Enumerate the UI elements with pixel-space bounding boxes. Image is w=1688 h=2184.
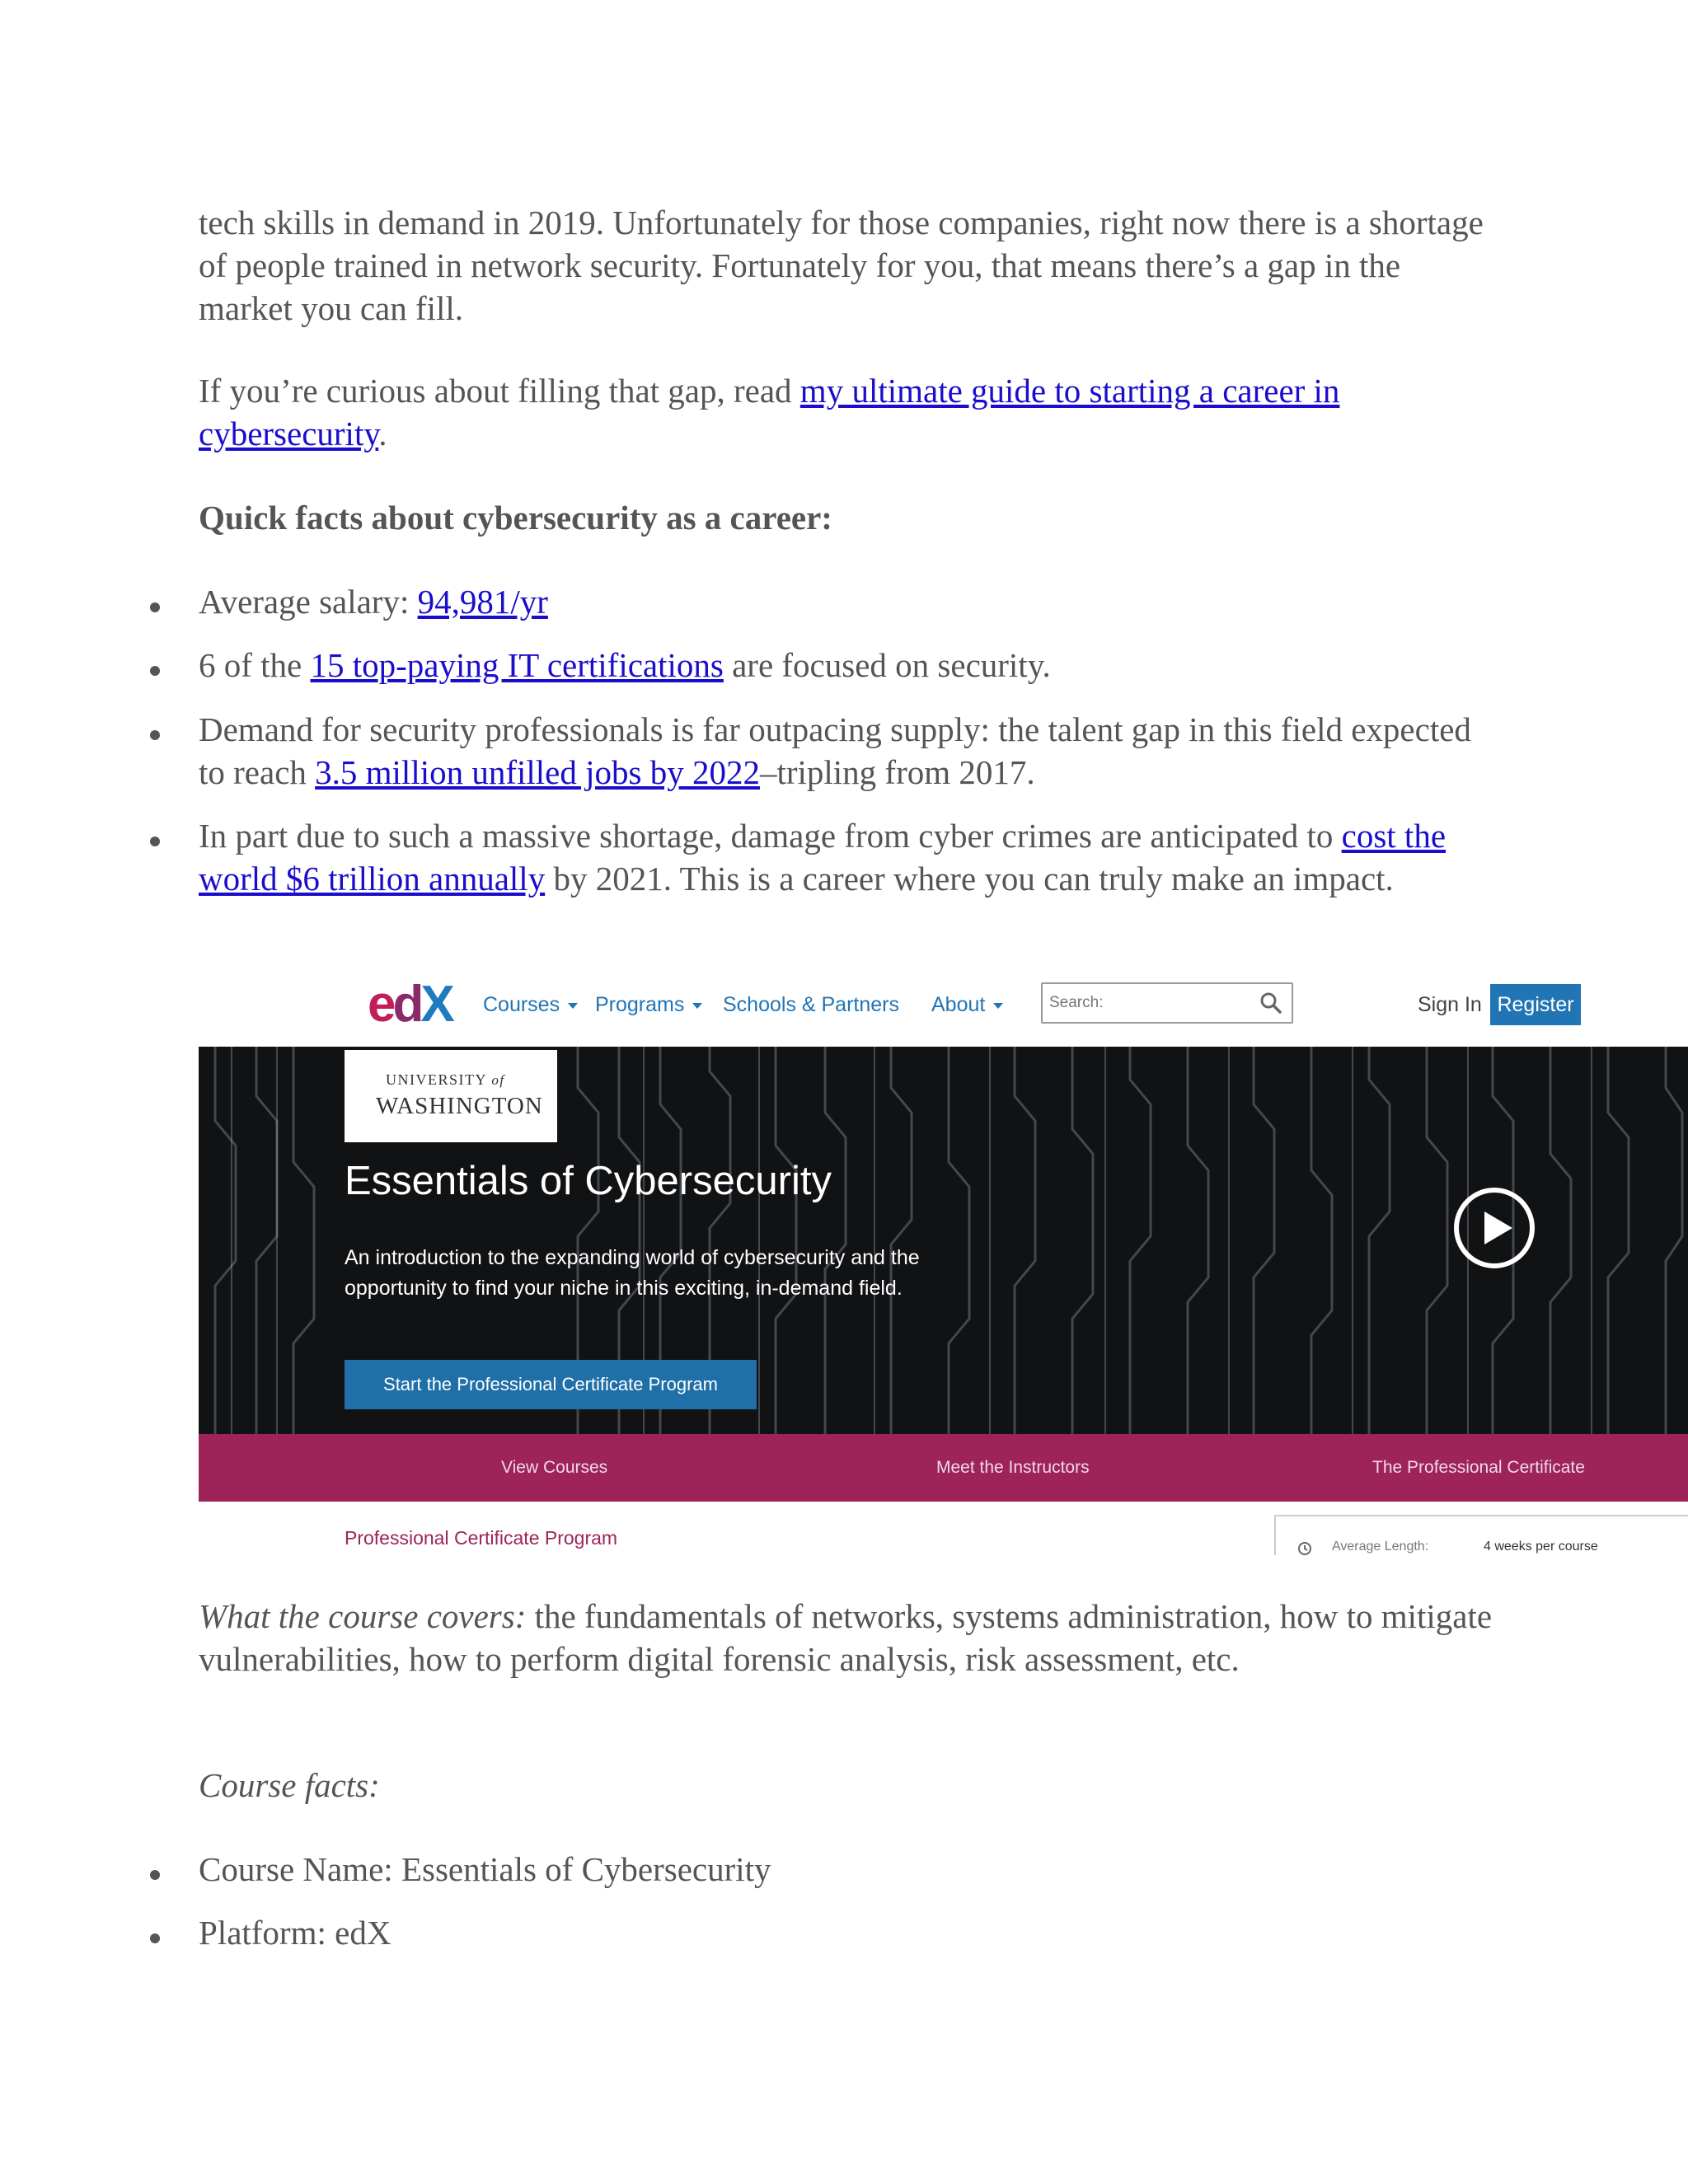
nav-programs-label: Programs bbox=[595, 993, 685, 1016]
chevron-down-icon bbox=[993, 1003, 1003, 1009]
fact-talent-gap bbox=[199, 708, 1493, 794]
course-fact-name: Course Name: Essentials of Cybersecurity bbox=[199, 1850, 771, 1888]
avg-length-value: 4 weeks per course bbox=[1484, 1540, 1598, 1554]
course-fact-platform: Platform: edX bbox=[199, 1914, 392, 1952]
nav-about[interactable] bbox=[931, 991, 1003, 1019]
quick-facts-heading: Quick facts about cybersecurity as a career: bbox=[199, 499, 832, 537]
chevron-down-icon bbox=[568, 1003, 578, 1009]
fact-salary bbox=[199, 580, 1493, 623]
bullet-dot bbox=[150, 666, 160, 676]
university-of: of bbox=[491, 1072, 505, 1088]
start-program-button[interactable]: Start the Professional Certificate Program bbox=[345, 1360, 757, 1409]
course-info-box bbox=[1274, 1515, 1688, 1555]
covers-label: What the course covers: bbox=[199, 1597, 527, 1635]
covers-paragraph bbox=[199, 1595, 1493, 1680]
fact-text: Demand for security professionals is far outpacing supply: the talent gap in this field expected to reach bbox=[199, 710, 1471, 791]
edx-logo[interactable] bbox=[368, 977, 452, 1032]
fact-certifications bbox=[199, 644, 1493, 687]
course-description: An introduction to the expanding world of cybersecurity and the opportunity to find your niche in this exciting, in-demand field. bbox=[345, 1246, 920, 1300]
salary-link[interactable]: 94,981/yr bbox=[417, 583, 548, 621]
tab-meet-instructors[interactable]: Meet the Instructors bbox=[936, 1458, 1090, 1477]
nav-schools-partners[interactable] bbox=[723, 991, 899, 1019]
edx-course-screenshot bbox=[199, 966, 1688, 1555]
register-button[interactable]: Register bbox=[1490, 984, 1581, 1025]
covers-text: the fundamentals of networks, systems administration, how to mitigate vulnerabilities, how to perform digital forensic analysis, risk assessment, etc. bbox=[199, 1597, 1493, 1678]
washington-label: WASHINGTON bbox=[376, 1093, 543, 1119]
fact-text-end: by 2021. This is a career where you can truly make an impact. bbox=[545, 860, 1394, 898]
nav-courses-label: Courses bbox=[483, 993, 560, 1016]
fact-text: In part due to such a massive shortage, damage from cyber crimes are anticipated to bbox=[199, 817, 1342, 855]
unfilled-jobs-link[interactable]: 3.5 million unfilled jobs by 2022 bbox=[315, 753, 760, 791]
edx-logo-x: X bbox=[420, 976, 452, 1033]
nav-courses[interactable] bbox=[483, 991, 578, 1019]
fact-text-end: –tripling from 2017. bbox=[759, 753, 1035, 791]
nav-about-label: About bbox=[931, 993, 986, 1016]
clock-icon bbox=[1297, 1541, 1312, 1555]
university-of-washington-logo bbox=[345, 1050, 557, 1142]
fact-text-end: are focused on security. bbox=[723, 646, 1051, 684]
program-label: Professional Certificate Program bbox=[345, 1527, 618, 1549]
guide-paragraph bbox=[199, 369, 1493, 455]
career-guide-link[interactable]: my ultimate guide to starting a career in cybersecurity bbox=[199, 372, 1340, 452]
bullet-dot bbox=[150, 1870, 160, 1880]
university-word: UNIVERSITY bbox=[386, 1071, 487, 1088]
avg-length-label: Average Length: bbox=[1332, 1540, 1429, 1554]
certifications-link[interactable]: 15 top-paying IT certifications bbox=[310, 646, 724, 684]
fact-text: 6 of the bbox=[199, 646, 311, 684]
bullet-dot bbox=[150, 602, 160, 612]
intro-paragraph bbox=[199, 201, 1493, 330]
bullet-dot bbox=[150, 730, 160, 740]
guide-text: If you’re curious about filling that gap, read bbox=[199, 372, 800, 410]
cost-the-world-link[interactable]: cost the world $6 trillion annually bbox=[199, 817, 1447, 898]
fact-text: Average salary: bbox=[199, 583, 418, 621]
course-hero bbox=[199, 1047, 1688, 1434]
chevron-down-icon bbox=[692, 1003, 702, 1009]
play-icon[interactable] bbox=[1451, 1185, 1537, 1271]
tab-professional-certificate[interactable]: The Professional Certificate bbox=[1372, 1458, 1585, 1477]
intro-text: tech skills in demand in 2019. Unfortunately for those companies, right now there is a shortage of people trained in network security. Fortunately for you, that means there’s a gap in the market you can fill. bbox=[199, 204, 1484, 327]
search-box bbox=[1041, 982, 1293, 1024]
university-label bbox=[386, 1071, 505, 1089]
search-input[interactable] bbox=[1049, 992, 1247, 1014]
edx-navbar bbox=[199, 966, 1688, 1047]
search-icon[interactable] bbox=[1259, 991, 1283, 1015]
course-facts-heading: Course facts: bbox=[199, 1766, 380, 1804]
sign-in-link[interactable]: Sign In bbox=[1418, 993, 1482, 1016]
course-subnav bbox=[199, 1434, 1688, 1502]
guide-text-end: . bbox=[378, 415, 387, 452]
edx-logo-e: e bbox=[368, 976, 393, 1033]
nav-programs[interactable] bbox=[595, 991, 702, 1019]
bullet-dot bbox=[150, 1933, 160, 1943]
course-title: Essentials of Cybersecurity bbox=[345, 1159, 832, 1203]
tab-view-courses[interactable]: View Courses bbox=[501, 1458, 608, 1477]
nav-schools-label: Schools & Partners bbox=[723, 993, 899, 1016]
bullet-dot bbox=[150, 837, 160, 846]
edx-logo-d: d bbox=[392, 976, 421, 1033]
fact-cyber-crime bbox=[199, 814, 1493, 900]
